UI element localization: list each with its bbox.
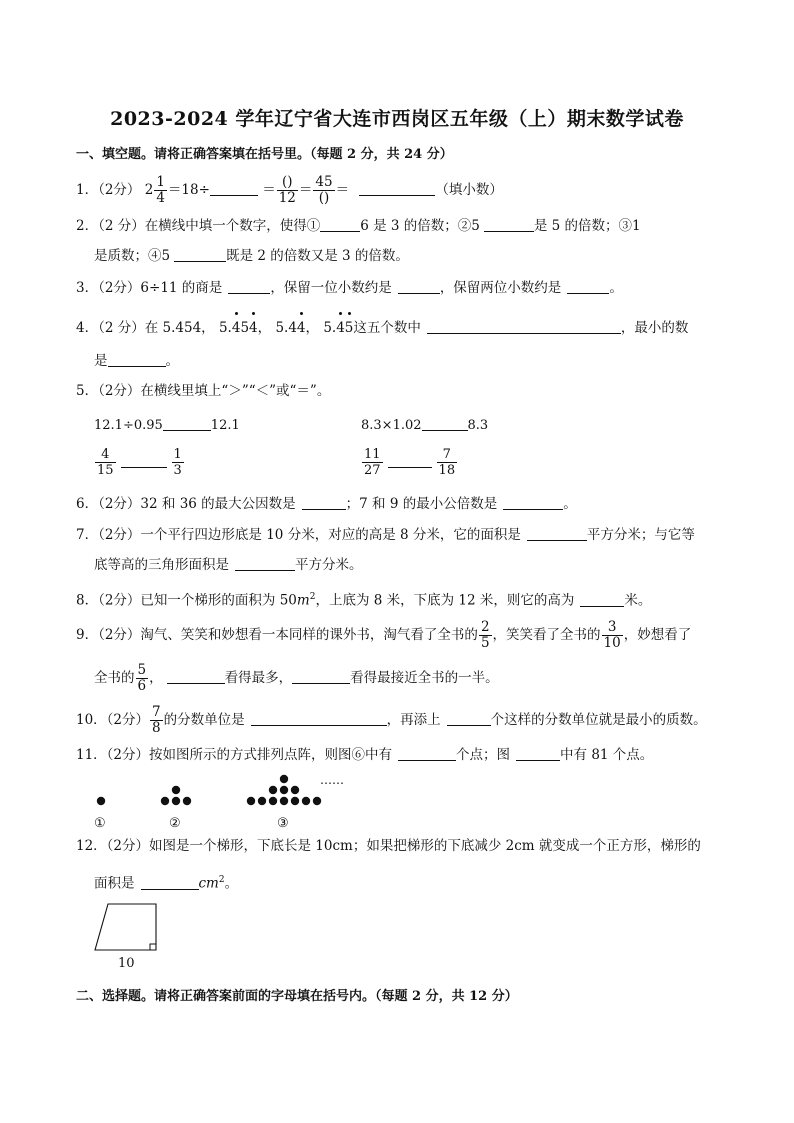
answer-blank[interactable] [251, 711, 387, 726]
answer-blank[interactable] [427, 319, 621, 334]
fraction: $\frac{1}{4}$ [156, 174, 165, 206]
question-9-cont: 全书的 $\frac{5}{6}$ ， 看得最多， 看得最接近全书的一半。 [94, 662, 499, 694]
fraction: $\frac{5}{6}$ [137, 662, 147, 694]
dot [161, 797, 169, 805]
dot [172, 786, 180, 794]
answer-blank[interactable] [447, 711, 491, 726]
section-heading-choice: 二、选择题。请将正确答案前面的字母填在括号内。（每题 2 分，共 12 分） [76, 989, 518, 1004]
dot-pattern-figure [84, 770, 354, 832]
answer-blank[interactable] [302, 495, 346, 510]
compare-item-1: 12.1÷0.95 12.1 [94, 418, 240, 433]
answer-blank[interactable] [292, 669, 350, 684]
ellipsis: …… [320, 773, 344, 787]
question-3: 3．（2分）6÷11 的商是 ，保留一位小数约是 ，保留两位小数约是 。 [76, 280, 623, 296]
dot [280, 775, 288, 783]
question-6: 6．（2分）32 和 36 的最大公因数是 ；7 和 9 的最小公倍数是 。 [76, 496, 577, 512]
question-2: 2．（2 分）在横线中填一个数字，使得① 6 是 3 的倍数；②5 是 5 的倍数；③1 [76, 218, 641, 234]
answer-blank[interactable] [320, 217, 360, 232]
trapezoid-figure [88, 898, 168, 972]
question-4: 4．（2 分）在 5.454， 5.454， 5.44， 5.45这五个数中 ，最小的数 [76, 320, 689, 336]
answer-blank[interactable] [388, 453, 432, 468]
fraction: $\frac{7}{8}$ [152, 704, 161, 736]
answer-blank[interactable] [503, 495, 563, 510]
dot [302, 797, 310, 805]
trapezoid-shape [95, 904, 156, 950]
answer-blank[interactable] [235, 556, 295, 571]
answer-blank[interactable] [359, 181, 435, 196]
compare-item-3 [94, 447, 185, 478]
question-8: 8．（2分）已知一个梯形的面积为 $50m^2$，上底为 8 米，下底为 12 米，则它的高为 米。 [76, 592, 652, 609]
fraction: $\frac{2}{5}$ [480, 619, 490, 651]
question-12: 12．（2分）如图是一个梯形，下底长是 10cm；如果把梯形的下底减少 2cm 就变成一个正方形，梯形的 [76, 838, 701, 854]
base-length-label: 10 [118, 956, 135, 971]
dot [269, 786, 277, 794]
dot [183, 797, 191, 805]
answer-blank[interactable] [567, 279, 609, 294]
compare-item-2: 8.3×1.02 8.3 [361, 418, 489, 433]
dot [280, 786, 288, 794]
figure-label-3: ③ [277, 816, 289, 831]
figure-label-1: ① [94, 816, 106, 831]
fraction: $\frac{1}{3}$ [173, 447, 182, 478]
question-10: 10．（2分） $\frac{7}{8}$ 的分数单位是 ，再添上 个这样的分数单位就是最小的质数。 [76, 704, 707, 736]
compare-item-4 [361, 447, 458, 478]
answer-blank[interactable] [174, 247, 226, 262]
answer-blank[interactable] [580, 592, 624, 607]
question-5: 5．（2分）在横线里填上“＞”“＜”或“＝”。 [76, 383, 331, 399]
question-11: 11．（2分）按如图所示的方式排列点阵，则图⑥中有 个点；图 中有 81 个点。 [76, 747, 654, 763]
answer-blank[interactable] [163, 416, 211, 431]
dot [172, 797, 180, 805]
answer-blank[interactable] [398, 279, 440, 294]
answer-blank[interactable] [484, 217, 534, 232]
fraction: $\frac{7}{18}$ [438, 447, 456, 478]
dot [313, 797, 321, 805]
fraction: $\frac{4}{15}$ [97, 447, 114, 478]
question-7: 7．（2分）一个平行四边形底是 10 分米，对应的高是 8 分米，它的面积是 平方分米；与它等 [76, 527, 695, 543]
repeating-decimal: 5.454 [218, 320, 258, 336]
answer-blank[interactable] [167, 669, 225, 684]
fraction: $\frac{11}{27}$ [364, 447, 381, 478]
dot [291, 786, 299, 794]
question-2-cont: 是质数；④5 既是 2 的倍数又是 3 的倍数。 [94, 248, 409, 264]
question-7-cont: 底等高的三角形面积是 平方分米。 [94, 557, 363, 573]
mixed-number-whole: 2 [144, 182, 154, 198]
question-9: 9．（2分）淘气、笑笑和妙想看一本同样的课外书，淘气看了全书的 $\frac{2}{5}$ ，笑笑看了全书的 $\frac{3}{10}$ ，妙想看了 [76, 619, 692, 651]
dot [291, 797, 299, 805]
answer-blank[interactable] [422, 416, 468, 431]
question-12-cont: 面积是 $cm^2$。 [94, 875, 239, 892]
answer-blank[interactable] [527, 526, 587, 541]
fraction: $\frac{45}{()}$ [315, 174, 333, 206]
fraction: $\frac{()}{12}$ [278, 174, 296, 206]
section-heading-fill-in: 一、填空题。请将正确答案填在括号里。（每题 2 分，共 24 分） [76, 147, 453, 162]
question-4-cont: 是 。 [94, 353, 179, 369]
answer-blank[interactable] [516, 746, 560, 761]
answer-blank[interactable] [108, 352, 166, 367]
dot [247, 797, 255, 805]
answer-blank[interactable] [121, 453, 167, 468]
dot [269, 797, 277, 805]
figure-label-2: ② [169, 816, 181, 831]
repeating-decimal: 5.44 [275, 320, 306, 336]
answer-blank[interactable] [210, 181, 258, 196]
answer-blank[interactable] [398, 746, 456, 761]
answer-blank[interactable] [228, 279, 270, 294]
dot [280, 797, 288, 805]
question-1: 1．（2分） 2 $\frac{1}{4}$ ＝18÷ ＝ $\frac{()}{12}$ ＝ $\frac{45}{()}$ ＝ （填小数） [76, 174, 503, 206]
answer-blank[interactable] [141, 875, 199, 890]
fraction: $\frac{3}{10}$ [603, 619, 621, 651]
page-title: 2023-2024 学年辽宁省大连市西岗区五年级（上）期末数学试卷 [110, 108, 684, 130]
repeating-decimal: 5.45 [323, 320, 354, 336]
dot [97, 797, 105, 805]
right-angle-mark [150, 944, 156, 950]
dot [258, 797, 266, 805]
